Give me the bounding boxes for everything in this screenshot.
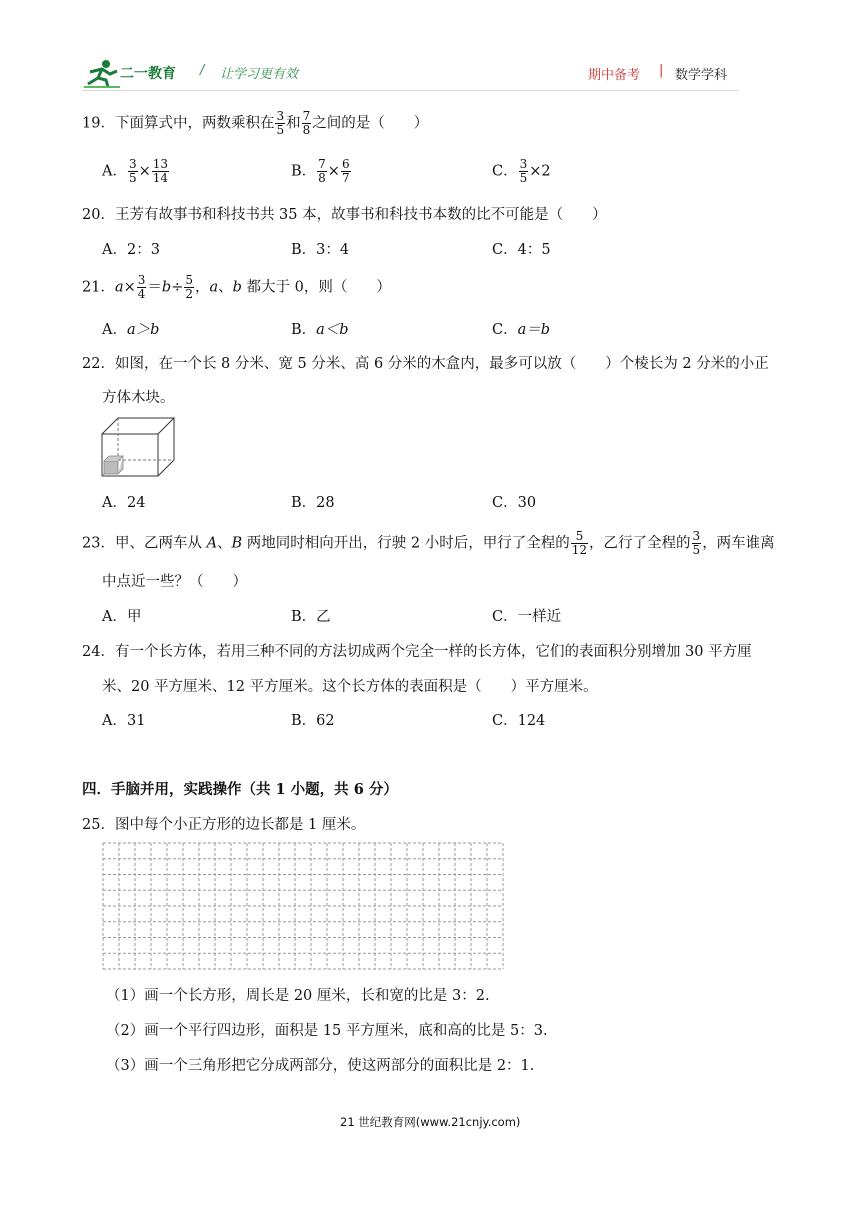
option-a: A．a＞b [102, 322, 160, 338]
footer-text: 21 世纪教育网(www.21cnjy.com) [340, 1115, 521, 1129]
logo-text: 二一教育 [120, 66, 176, 82]
question-text: 下面算式中，两数乘积在 [114, 115, 275, 132]
question-25: 25．图中每个小正方形的边长都是 1 厘米。 [82, 817, 366, 833]
fraction: $\frac{3}{5}$ [276, 109, 285, 137]
option-a: A． $\frac{3}{5}$ × $\frac{13}{14}$ [102, 157, 169, 185]
cuboid-figure [100, 416, 176, 478]
question-20: 20．王芳有故事书和科技书共 35 本，故事书和科技书本数的比不可能是（ ） [82, 207, 607, 223]
sub-question-3: （3）画一个三角形把它分成两部分，使这两部分的面积比是 2：1. [106, 1058, 535, 1074]
option-b: B． $\frac{7}{8}$ × $\frac{6}{7}$ [291, 157, 350, 185]
fraction: $\frac{7}{8}$ [302, 109, 311, 137]
option-c: C．30 [492, 495, 537, 511]
question-23: 23．甲、乙两车从 A、B 两地同时相向开出，行驶 2 小时后，甲行了全程的 $\frac{5}{12}$ ，乙行了全程的 $\frac{3}{5}$ ，两车谁离 [82, 529, 775, 557]
question-22-line2: 方体木块。 [102, 390, 175, 406]
option-b: B．28 [291, 495, 335, 511]
option-a: A．31 [102, 713, 146, 729]
option-b: B．乙 [291, 609, 331, 625]
option-c: C． $\frac{3}{5}$ ×2 [492, 157, 551, 185]
runner-logo-icon [84, 58, 120, 88]
dashed-grid [102, 842, 504, 970]
sub-question-1: （1）画一个长方形，周长是 20 厘米，长和宽的比是 3：2. [106, 988, 490, 1004]
question-22: 22．如图，在一个长 8 分米、宽 5 分米、高 6 分米的木盒内，最多可以放（ ）个棱长为 2 分米的小正 [82, 356, 769, 372]
header-rule [82, 90, 738, 91]
option-c: C．124 [492, 713, 546, 729]
slogan-slash: / [200, 63, 205, 78]
slogan: 让学习更有效 [220, 67, 299, 82]
question-19 [82, 110, 428, 137]
section-title: 四．手脑并用，实践操作（共 1 小题，共 6 分） [82, 781, 398, 798]
subject-label: 数学学科 [675, 68, 728, 83]
option-b: B．3：4 [291, 242, 350, 258]
sub-question-2: （2）画一个平行四边形，面积是 15 平方厘米，底和高的比是 5：3. [106, 1023, 548, 1039]
question-23-line2: 中点近一些？（ ） [102, 574, 247, 590]
option-c: C．一样近 [492, 609, 562, 625]
option-c: C．4：5 [492, 242, 551, 258]
option-a: A．24 [102, 495, 146, 511]
option-b: B．a＜b [291, 322, 349, 338]
option-c: C．a＝b [492, 322, 551, 338]
question-21: 21．a× $\frac{3}{4}$ ＝b÷ $\frac{5}{2}$ ，a、b 都大于 0，则（ ） [82, 273, 391, 301]
question-text: 之间的是（ ） [312, 115, 429, 132]
question-24-line2: 米、20 平方厘米、12 平方厘米。这个长方体的表面积是（ ）平方厘米。 [102, 679, 598, 695]
question-text: 和 [286, 115, 301, 132]
option-a: A．2：3 [102, 242, 160, 258]
exam-label: 期中备考 [588, 68, 641, 83]
header-divider: | [659, 63, 664, 78]
question-24: 24．有一个长方体，若用三种不同的方法切成两个完全一样的长方体，它们的表面积分别增加 30 平方厘 [82, 644, 752, 660]
question-number: 19． [82, 115, 115, 132]
option-b: B．62 [291, 713, 335, 729]
option-a: A．甲 [102, 609, 142, 625]
